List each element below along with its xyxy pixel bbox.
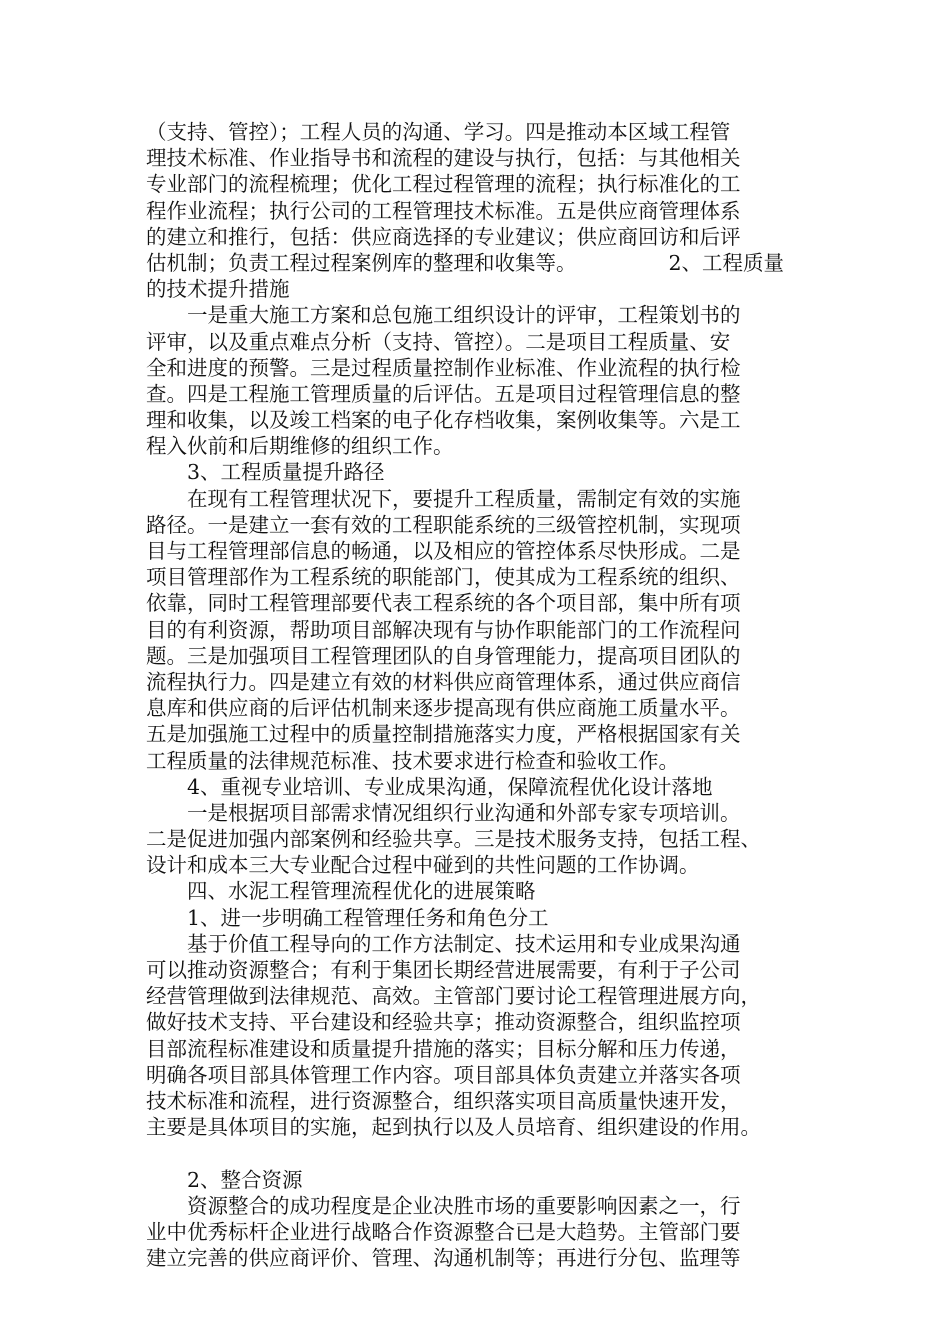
paragraph-line: 建立完善的供应商评价、管理、沟通机制等；再进行分包、监理等	[146, 1246, 741, 1271]
paragraph-line: 评审，以及重点难点分析（支持、管控）。二是项目工程质量、安	[146, 329, 731, 354]
document-body	[146, 119, 806, 1271]
paragraph-line: 一是根据项目部需求情况组织行业沟通和外部专家专项培训。	[187, 800, 741, 825]
paragraph-line: 程作业流程；执行公司的工程管理技术标准。五是供应商管理体系	[146, 198, 741, 223]
paragraph-line: 目部流程标准建设和质量提升措施的落实；目标分解和压力传递，	[146, 1036, 741, 1061]
blank-line	[146, 1140, 806, 1166]
paragraph-line: 目的有利资源，帮助项目部解决现有与协作职能部门的工作流程问	[146, 617, 741, 642]
paragraph-line: （支持、管控）；工程人员的沟通、学习。四是推动本区域工程管	[146, 120, 731, 144]
paragraph-line: 路径。一是建立一套有效的工程职能系统的三级管控机制，实现项	[146, 512, 741, 537]
paragraph-line: 业中优秀标杆企业进行战略合作资源整合已是大趋势。主管部门要	[146, 1219, 741, 1244]
paragraph-line: 可以推动资源整合；有利于集团长期经营进展需要，有利于子公司	[146, 958, 741, 982]
paragraph-line: 程入伙前和后期维修的组织工作。	[146, 434, 454, 459]
section-heading: 3、工程质量提升路径	[187, 460, 385, 485]
paragraph-line: 一是重大施工方案和总包施工组织设计的评审，工程策划书的	[187, 303, 741, 328]
paragraph-line: 查。四是工程施工管理质量的后评估。五是项目过程管理信息的整	[146, 381, 741, 406]
section-heading: 2、整合资源	[187, 1167, 303, 1192]
paragraph-line: 理和收集，以及竣工档案的电子化存档收集，案例收集等。六是工	[146, 408, 741, 433]
section-heading-inline: 2、工程质量	[668, 250, 785, 275]
paragraph-line: 明确各项目部具体管理工作内容。项目部具体负责建立并落实各项	[146, 1062, 741, 1087]
paragraph-line: 资源整合的成功程度是企业决胜市场的重要影响因素之一，行	[187, 1193, 741, 1218]
paragraph-line: 经营管理做到法律规范、高效。主管部门要讨论工程管理进展方向，	[146, 984, 761, 1009]
section-heading: 4、重视专业培训、专业成果沟通，保障流程优化设计落地	[187, 774, 713, 799]
paragraph-line: 基于价值工程导向的工作方法制定、技术运用和专业成果沟通	[187, 931, 741, 956]
paragraph-line: 工程质量的法律规范标准、技术要求进行检查和验收工作。	[146, 748, 679, 773]
paragraph-line: 流程执行力。四是建立有效的材料供应商管理体系，通过供应商信	[146, 669, 741, 694]
paragraph-line: 全和进度的预警。三是过程质量控制作业标准、作业流程的执行检	[146, 355, 741, 380]
section-heading-continuation: 的技术提升措施	[146, 277, 290, 302]
paragraph-line: 题。三是加强项目工程管理团队的自身管理能力，提高项目团队的	[146, 643, 741, 668]
paragraph-line: 息库和供应商的后评估机制来逐步提高现有供应商施工质量水平。	[146, 696, 741, 721]
paragraph-line: 理技术标准、作业指导书和流程的建设与执行，包括：与其他相关	[146, 146, 741, 171]
paragraph-line: 二是促进加强内部案例和经验共享。三是技术服务支持，包括工程、	[146, 827, 761, 852]
paragraph-line: 专业部门的流程梳理；优化工程过程管理的流程；执行标准化的工	[146, 172, 741, 197]
paragraph-line: 设计和成本三大专业配合过程中碰到的共性问题的工作协调。	[146, 853, 700, 878]
paragraph-line: 目与工程管理部信息的畅通，以及相应的管控体系尽快形成。二是	[146, 539, 741, 563]
paragraph-line: 的建立和推行，包括：供应商选择的专业建议；供应商回访和后评	[146, 224, 741, 249]
paragraph-line: 项目管理部作为工程系统的职能部门，使其成为工程系统的组织、	[146, 565, 741, 590]
paragraph-line: 技术标准和流程，进行资源整合，组织落实项目高质量快速开发，	[146, 1088, 741, 1113]
section-heading: 1、进一步明确工程管理任务和角色分工	[187, 905, 549, 930]
paragraph-line-with-heading	[146, 250, 806, 276]
paragraph-line: 依靠，同时工程管理部要代表工程系统的各个项目部，集中所有项	[146, 591, 741, 616]
paragraph-line: 五是加强施工过程中的质量控制措施落实力度，严格根据国家有关	[146, 722, 741, 747]
chapter-heading: 四、水泥工程管理流程优化的进展策略	[187, 879, 536, 904]
paragraph-line: 做好技术支持、平台建设和经验共享；推动资源整合，组织监控项	[146, 1010, 741, 1035]
paragraph-text: 估机制；负责工程过程案例库的整理和收集等。	[146, 250, 577, 275]
paragraph-line: 主要是具体项目的实施，起到执行以及人员培育、组织建设的作用。	[146, 1115, 761, 1140]
paragraph-line: 在现有工程管理状况下，要提升工程质量，需制定有效的实施	[187, 486, 741, 511]
